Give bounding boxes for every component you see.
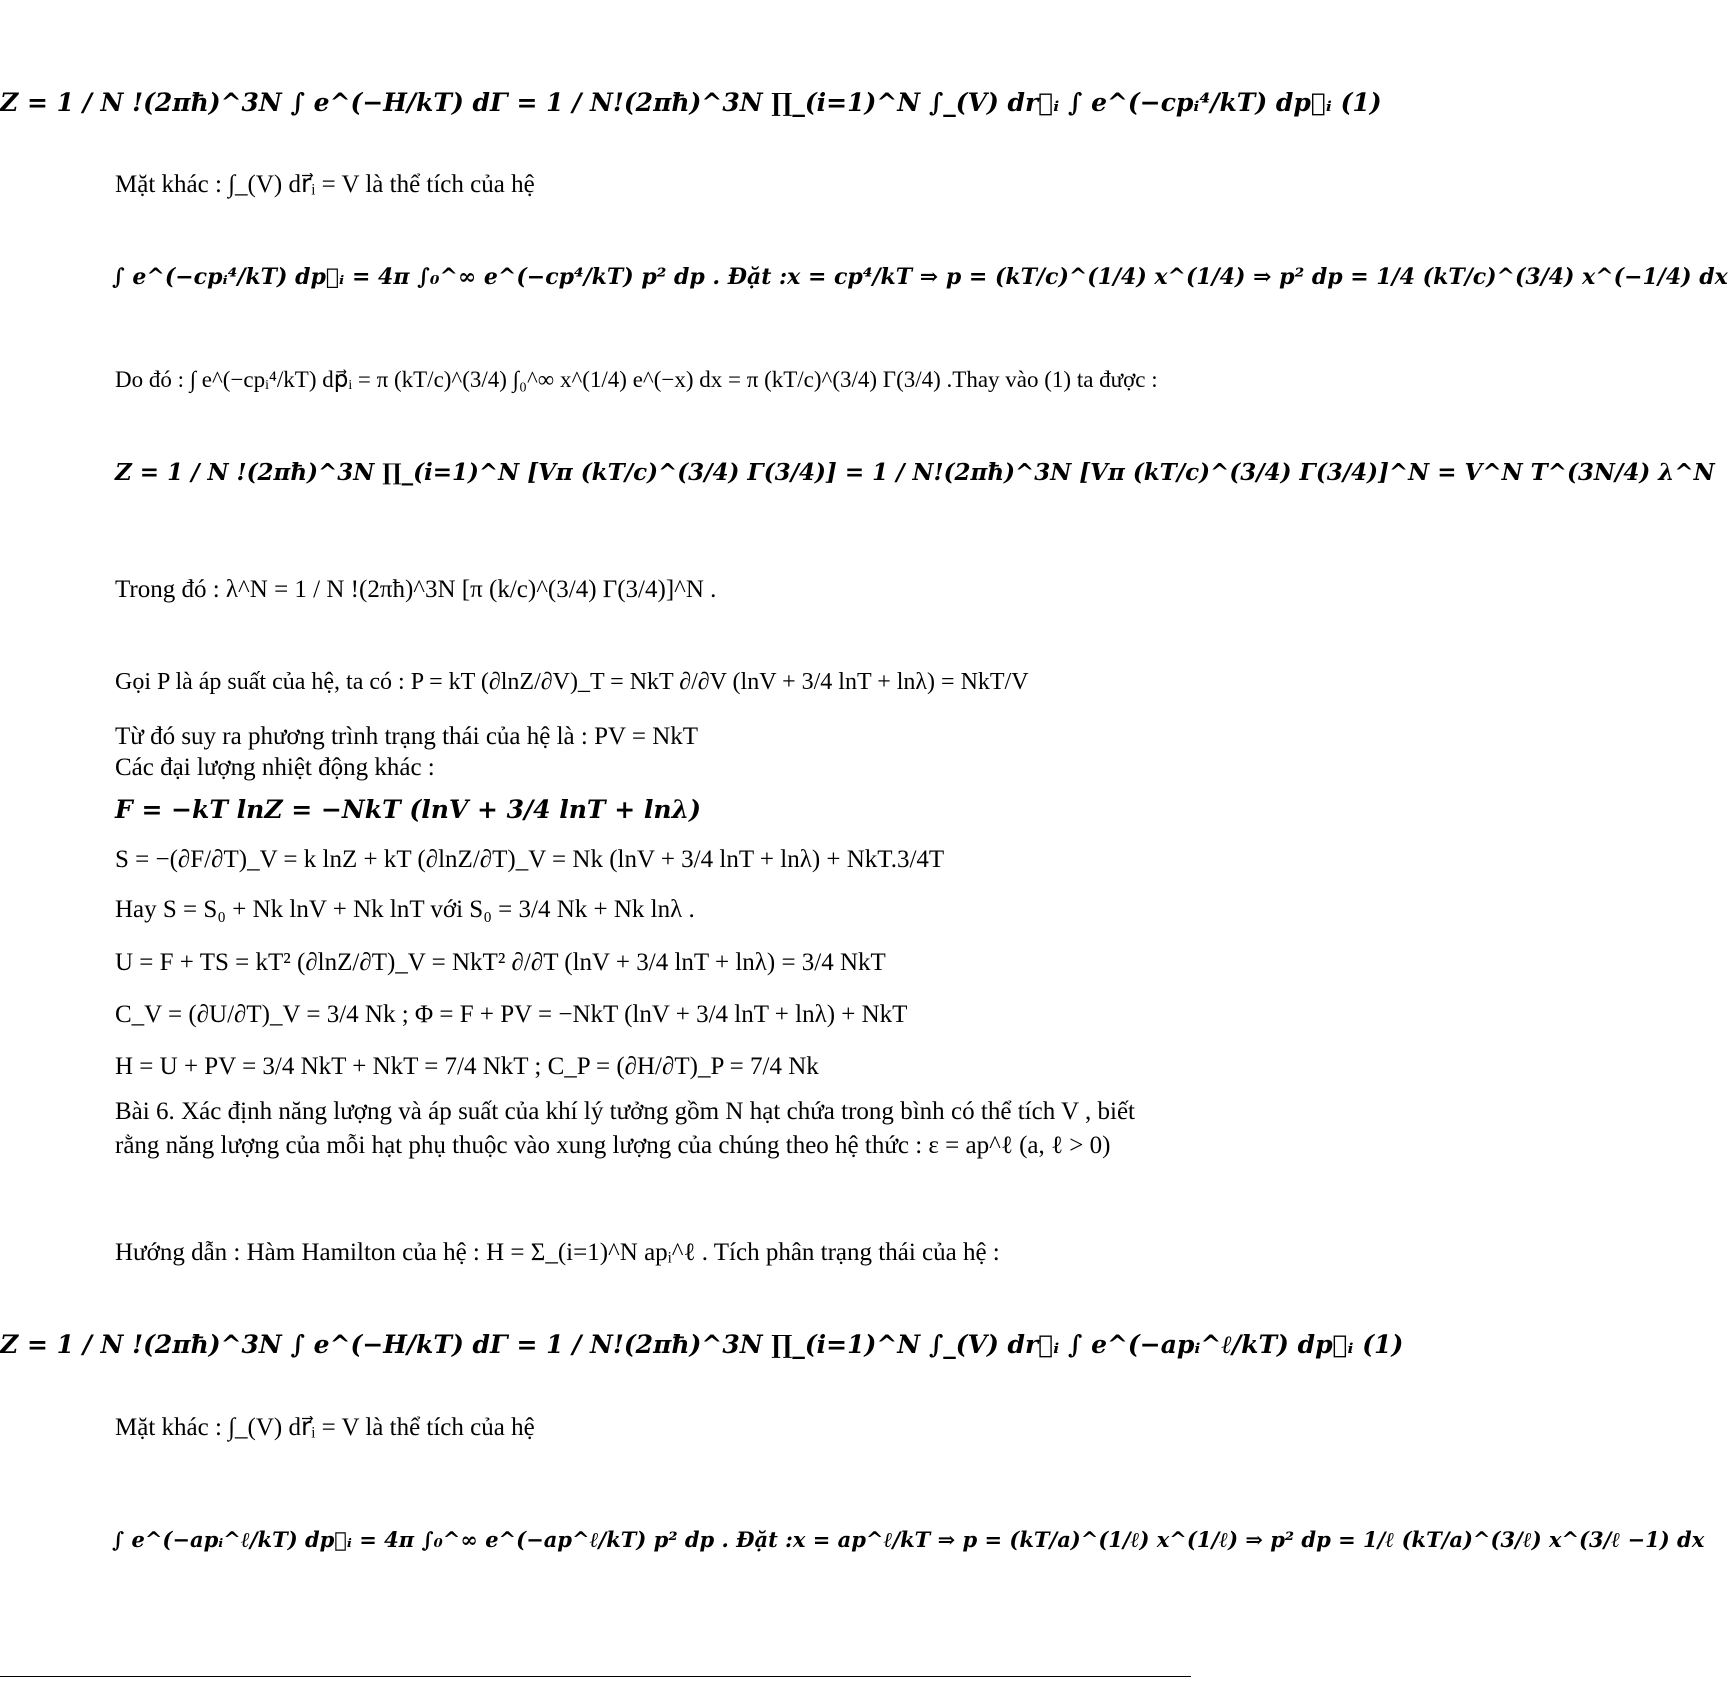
entropy-equation: S = −(∂F/∂T)_V = k lnZ + kT (∂lnZ/∂T)_V = Nk (lnV + 3/4 lnT + lnλ) + NkT.3/4T xyxy=(115,846,945,873)
partition-function-equation-2: Z = 1 / N !(2πħ)^3N ∫ e^(−H/kT) dΓ = 1 / N!(2πħ)^3N ∏_(i=1)^N ∫_(V) dr⃗ᵢ ∫ e^(−apᵢ^ℓ/kT) dp⃗ᵢ (1) xyxy=(0,1330,1404,1359)
free-energy-equation: F = −kT lnZ = −NkT (lnV + 3/4 lnT + lnλ) xyxy=(115,795,701,824)
volume-integral-line: Mặt khác : ∫_(V) dr⃗ᵢ = V là thể tích của hệ xyxy=(115,171,535,198)
momentum-integral-substitution-2: ∫ e^(−apᵢ^ℓ/kT) dp⃗ᵢ = 4π ∫₀^∞ e^(−ap^ℓ/kT) p² dp . Đặt :x = ap^ℓ/kT ⇒ p = (kT/a)^(1/ℓ) x^(1/ℓ) ⇒ p² dp = 1/ℓ (kT/a)^(3/ℓ) x^(3/ℓ −1) dx xyxy=(112,1527,1705,1552)
internal-energy-equation: U = F + TS = kT² (∂lnZ/∂T)_V = NkT² ∂/∂T (lnV + 3/4 lnT + lnλ) = 3/4 NkT xyxy=(115,949,886,976)
volume-integral-line-2: Mặt khác : ∫_(V) dr⃗ᵢ = V là thể tích của hệ xyxy=(115,1414,535,1441)
footer-rule xyxy=(0,1676,1191,1677)
partition-function-result: Z = 1 / N !(2πħ)^3N ∏_(i=1)^N [Vπ (kT/c)^(3/4) Γ(3/4)] = 1 / N!(2πħ)^3N [Vπ (kT/c)^(3/4) Γ(3/4)]^N = V^N T^(3N/4) λ^N xyxy=(115,459,1715,486)
enthalpy-equation: H = U + PV = 3/4 NkT + NkT = 7/4 NkT ; C_P = (∂H/∂T)_P = 7/4 Nk xyxy=(115,1053,819,1080)
entropy-simplified: Hay S = S₀ + Nk lnV + Nk lnT với S₀ = 3/4 Nk + Nk lnλ . xyxy=(115,896,695,923)
heat-capacity-and-potential: C_V = (∂U/∂T)_V = 3/4 Nk ; Φ = F + PV = −NkT (lnV + 3/4 lnT + lnλ) + NkT xyxy=(115,1001,908,1028)
lambda-definition: Trong đó : λ^N = 1 / N !(2πħ)^3N [π (k/c)^(3/4) Γ(3/4)]^N . xyxy=(115,576,717,603)
equation-of-state: Từ đó suy ra phương trình trạng thái của hệ là : PV = NkT xyxy=(115,723,699,750)
other-quantities-heading: Các đại lượng nhiệt động khác : xyxy=(115,754,435,781)
momentum-integral-substitution: ∫ e^(−cpᵢ⁴/kT) dp⃗ᵢ = 4π ∫₀^∞ e^(−cp⁴/kT) p² dp . Đặt :x = cp⁴/kT ⇒ p = (kT/c)^(1/4) x^(1/4) ⇒ p² dp = 1/4 (kT/c)^(3/4) x^(−1/4) dx xyxy=(112,264,1728,290)
exercise-6-statement: Bài 6. Xác định năng lượng và áp suất của khí lý tưởng gồm N hạt chứa trong bình có thể tích V , biết rằng năng lượng của mỗi hạt phụ thuộc vào xung lượng của chúng theo hệ thức : ε = ap^ℓ (a, ℓ > 0) xyxy=(115,1098,1135,1159)
partition-function-equation-1: Z = 1 / N !(2πħ)^3N ∫ e^(−H/kT) dΓ = 1 / N!(2πħ)^3N ∏_(i=1)^N ∫_(V) dr⃗ᵢ ∫ e^(−cpᵢ⁴/kT) dp⃗ᵢ (1) xyxy=(0,88,1382,117)
hamiltonian-line: Hướng dẫn : Hàm Hamilton của hệ : H = Σ_(i=1)^N apᵢ^ℓ . Tích phân trạng thái của hệ : xyxy=(115,1239,1000,1266)
momentum-integral-result: Do đó : ∫ e^(−cpᵢ⁴/kT) dp⃗ᵢ = π (kT/c)^(3/4) ∫₀^∞ x^(1/4) e^(−x) dx = π (kT/c)^(3/4) Γ(3/4) .Thay vào (1) ta được : xyxy=(115,367,1158,392)
pressure-derivation: Gọi P là áp suất của hệ, ta có : P = kT (∂lnZ/∂V)_T = NkT ∂/∂V (lnV + 3/4 lnT + lnλ) = NkT/V xyxy=(115,669,1029,695)
